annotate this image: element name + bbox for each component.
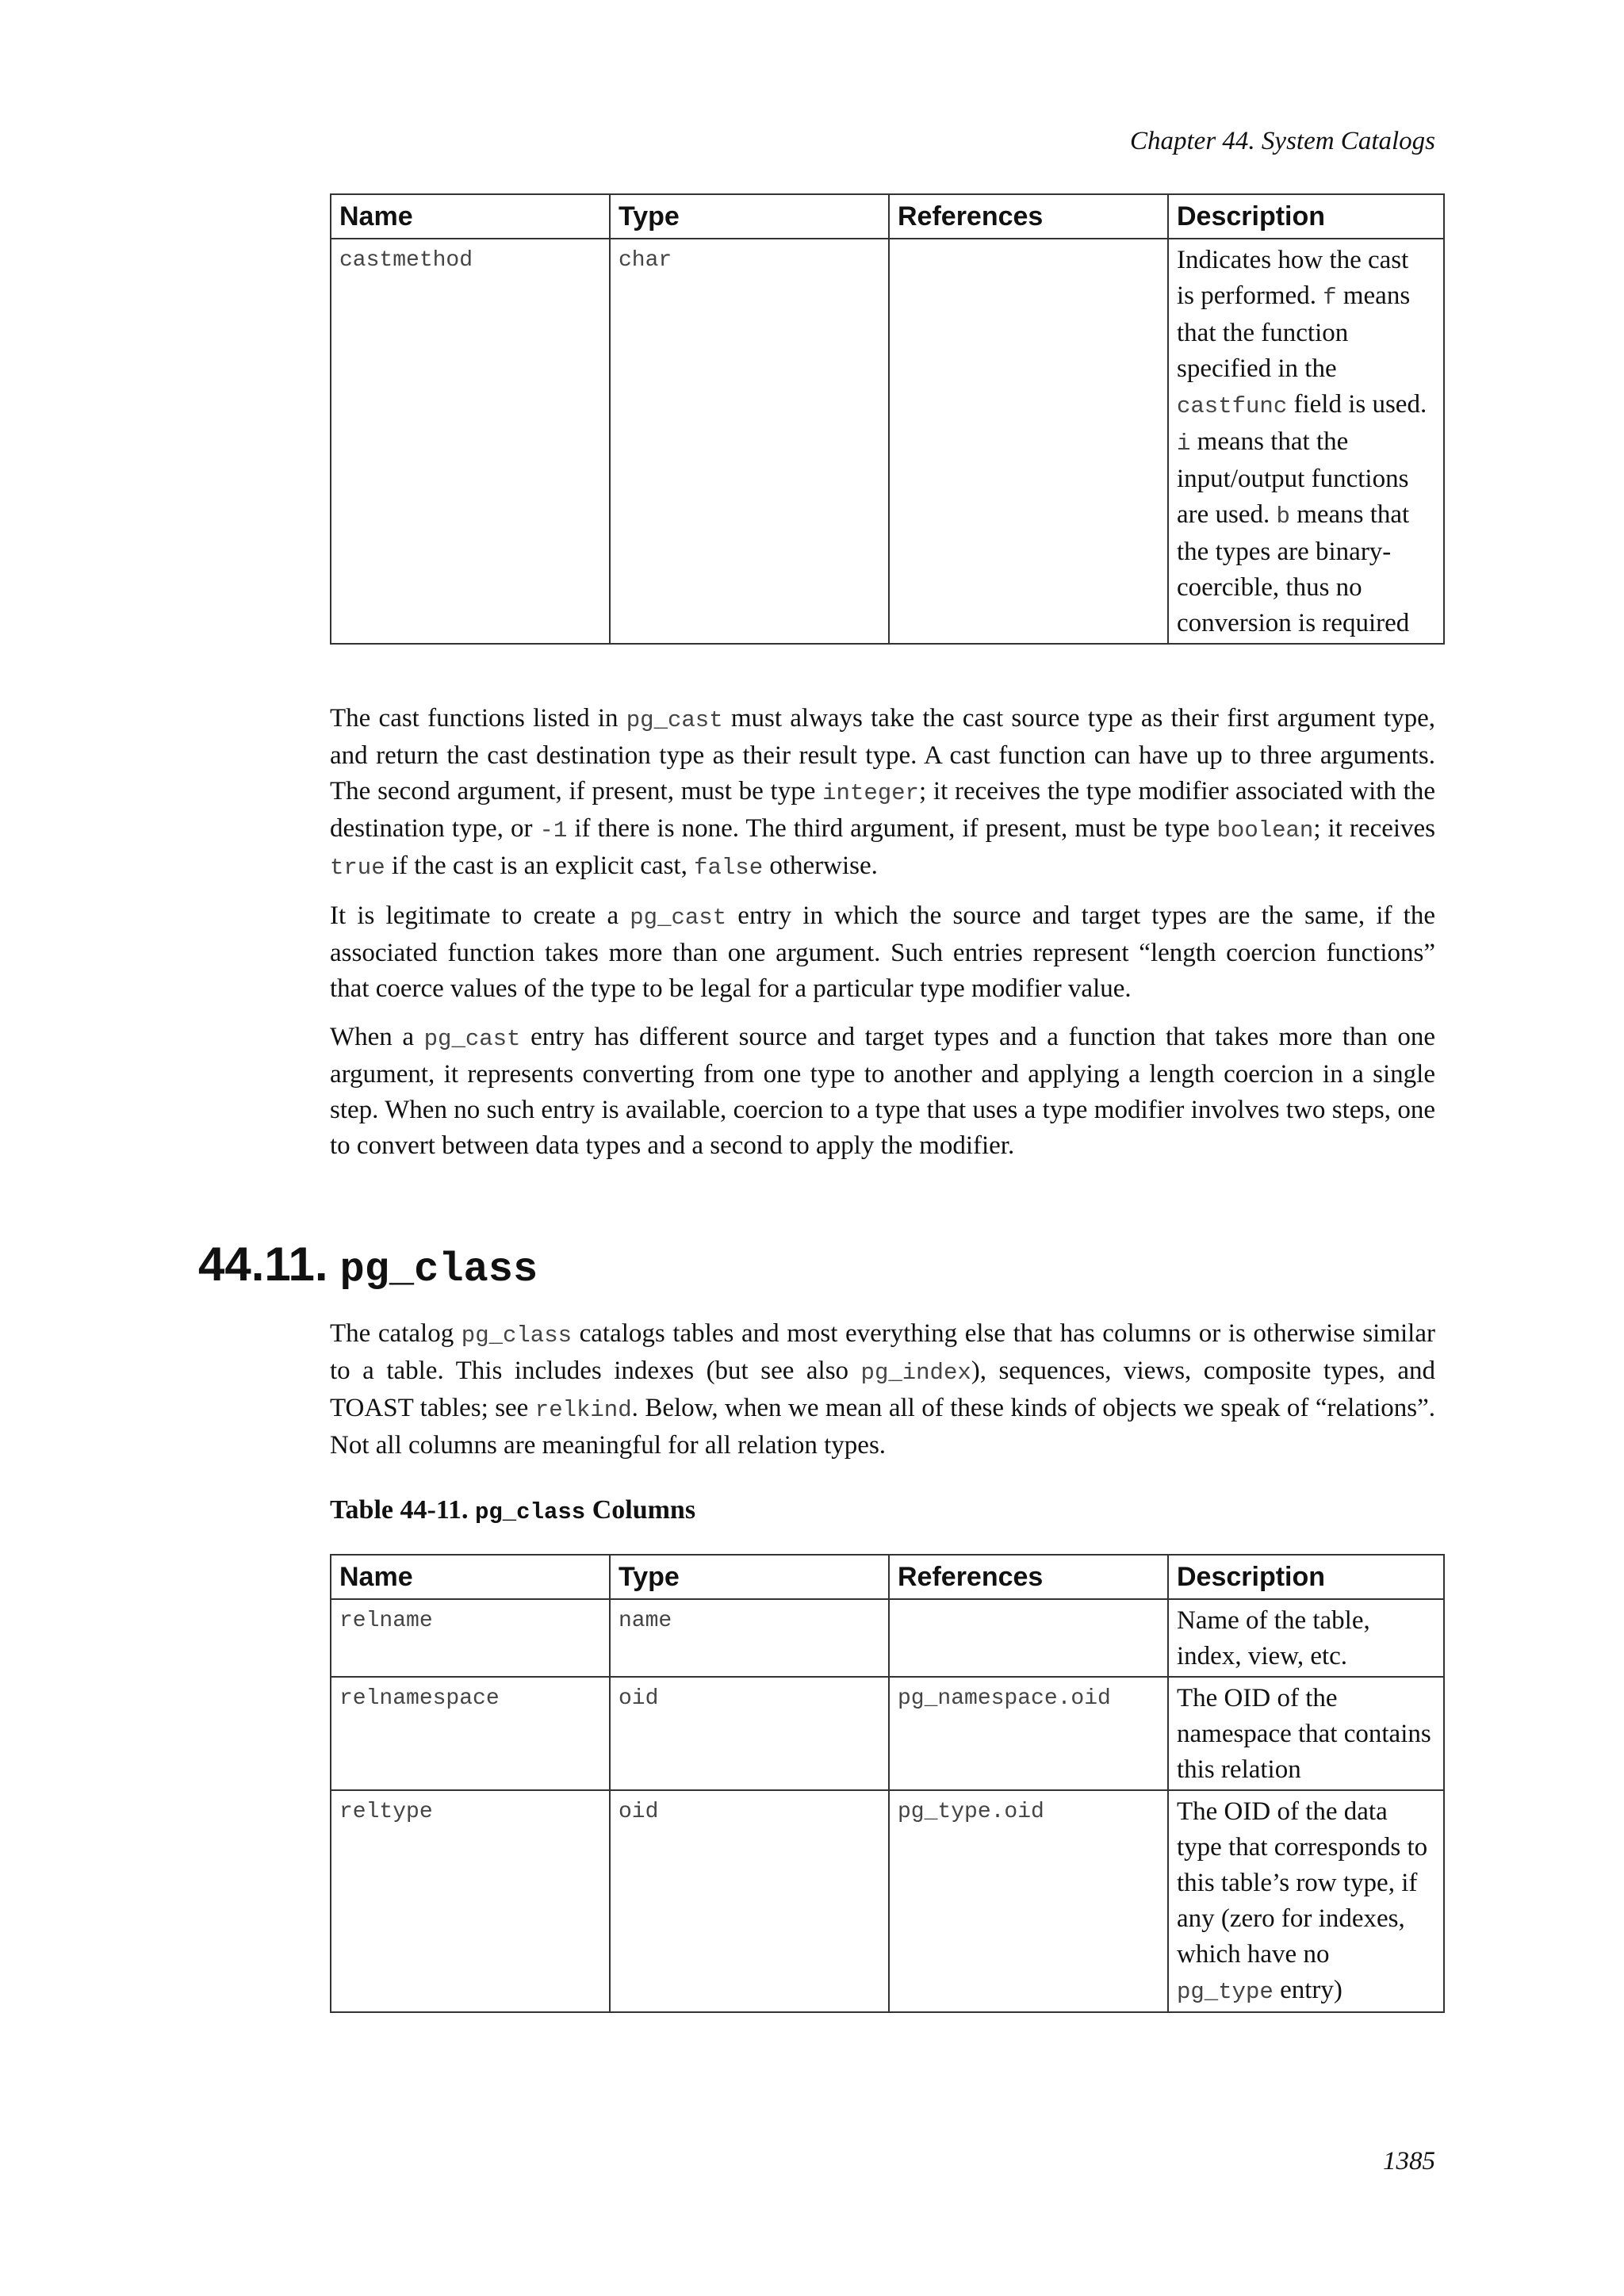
column-header-type: Type (610, 1555, 889, 1599)
table-caption-prefix: Table 44-11. (330, 1495, 475, 1525)
cell-type: oid (610, 1677, 889, 1790)
inline-code: pg_class (461, 1322, 573, 1349)
text-run: ; it receives the type modifier associated with the destination type, or (330, 777, 1435, 843)
text-run: ; it receives (1313, 814, 1436, 843)
table-caption (330, 1495, 1435, 1525)
inline-code: f (1323, 285, 1337, 311)
cell-name: reltype (331, 1790, 610, 2012)
page-number: 1385 (1383, 2147, 1435, 2175)
column-header-references: References (889, 194, 1168, 239)
cell-description (1168, 1677, 1444, 1790)
body-text-top (330, 701, 1435, 1177)
text-run: When a (330, 1023, 424, 1051)
inline-code: integer (822, 780, 919, 806)
cell-type: oid (610, 1790, 889, 2012)
text-run: . Below, when we mean all of these kinds of objects we speak of “relations”. Not all columns are meaningful for all relation types. (330, 1394, 1435, 1460)
paragraph-pg-class-intro (330, 1316, 1435, 1464)
column-header-name: Name (331, 1555, 610, 1599)
column-header-references: References (889, 1555, 1168, 1599)
column-header-name: Name (331, 194, 610, 239)
cell-description (1168, 1599, 1444, 1677)
cell-name: relname (331, 1599, 610, 1677)
running-header: Chapter 44. System Catalogs (1130, 127, 1435, 155)
pg-class-table-region (330, 1554, 1435, 2013)
cell-name: relnamespace (331, 1677, 610, 1790)
table-caption-suffix: Columns (585, 1495, 696, 1525)
pg-cast-columns-table (330, 193, 1445, 645)
table-row (331, 1599, 1444, 1677)
inline-code: false (694, 855, 764, 881)
body-text-section (330, 1316, 1435, 1476)
inline-code: pg_cast (630, 905, 727, 931)
cell-type: name (610, 1599, 889, 1677)
table-row (331, 1677, 1444, 1790)
table-row (331, 1790, 1444, 2012)
text-run: Indicates how the cast is performed. (1177, 246, 1409, 310)
section-number: 44.11. (198, 1238, 328, 1291)
paragraph-cast-functions (330, 701, 1435, 886)
text-run: means that the types are binary-coercible, thus no conversion is required (1177, 500, 1410, 637)
text-run: if the cast is an explicit cast, (385, 851, 695, 880)
text-run: must always take the cast source type as their first argument type, and return the cast destination type as their result type. A cast function can have up to three arguments. The second argument, if present, must be type (330, 704, 1435, 806)
section-heading (198, 1237, 538, 1293)
table-row (331, 239, 1444, 644)
cell-references: pg_namespace.oid (889, 1677, 1168, 1790)
section-catalog-name: pg_class (339, 1246, 538, 1293)
column-header-description: Description (1168, 1555, 1444, 1599)
text-run: The OID of the data type that corresponds to this table’s row type, if any (zero for indexes, which have no (1177, 1797, 1428, 1969)
text-run: field is used. (1287, 390, 1427, 419)
cell-name: castmethod (331, 239, 610, 644)
paragraph-length-coercion (330, 898, 1435, 1007)
cell-description (1168, 1790, 1444, 2012)
inline-code: castfunc (1177, 393, 1288, 419)
text-run: The OID of the namespace that contains this relation (1177, 1684, 1431, 1784)
cell-description (1168, 239, 1444, 644)
inline-code: true (330, 855, 385, 881)
inline-code: pg_cast (626, 707, 723, 733)
table-header-row (331, 194, 1444, 239)
cell-references (889, 1599, 1168, 1677)
text-run: It is legitimate to create a (330, 901, 630, 930)
inline-code: i (1177, 430, 1191, 457)
column-header-type: Type (610, 194, 889, 239)
text-run: if there is none. The third argument, if present, must be type (567, 814, 1217, 843)
pg-class-columns-table (330, 1554, 1445, 2013)
cell-type: char (610, 239, 889, 644)
cell-references: pg_type.oid (889, 1790, 1168, 2012)
text-run: The catalog (330, 1319, 462, 1348)
inline-code: pg_cast (423, 1026, 521, 1052)
inline-code: pg_type (1177, 1979, 1274, 2005)
table-caption-code: pg_class (474, 1499, 586, 1525)
paragraph-conversion-steps (330, 1020, 1435, 1164)
text-run: Name of the table, index, view, etc. (1177, 1606, 1370, 1670)
text-run: The cast functions listed in (330, 704, 626, 733)
table-caption-region (330, 1495, 1435, 1525)
text-run: otherwise. (763, 851, 878, 880)
inline-code: b (1276, 503, 1290, 530)
table-header-row (331, 1555, 1444, 1599)
castmethod-table-region (330, 193, 1435, 645)
text-run: ), sequences, views, composite types, and TOAST tables; see (330, 1357, 1436, 1422)
inline-code: relkind (534, 1397, 632, 1423)
text-run: entry has different source and target types and a function that takes more than one argument, it represents converting from one type to another and applying a length coercion in a single step. When no such entry is available, coercion to a type that uses a type modifier involves two steps, one to convert between data types and a second to apply the modifier. (330, 1023, 1435, 1160)
text-run: means that the input/output functions are used. (1177, 427, 1409, 529)
text-run: means that the function specified in the (1177, 281, 1411, 383)
inline-code: pg_index (860, 1360, 971, 1386)
cell-references (889, 239, 1168, 644)
text-run: catalogs tables and most everything else that has columns or is otherwise similar to a table. This includes indexes (but see also (330, 1319, 1435, 1385)
text-run: entry) (1273, 1976, 1342, 2004)
inline-code: boolean (1216, 817, 1314, 844)
column-header-description: Description (1168, 194, 1444, 239)
text-run: entry in which the source and target types are the same, if the associated function takes more than one argument. Such entries represent “length coercion functions” that coerce values of the type to be legal for a particular type modifier value. (330, 901, 1435, 1003)
inline-code: -1 (539, 817, 568, 844)
